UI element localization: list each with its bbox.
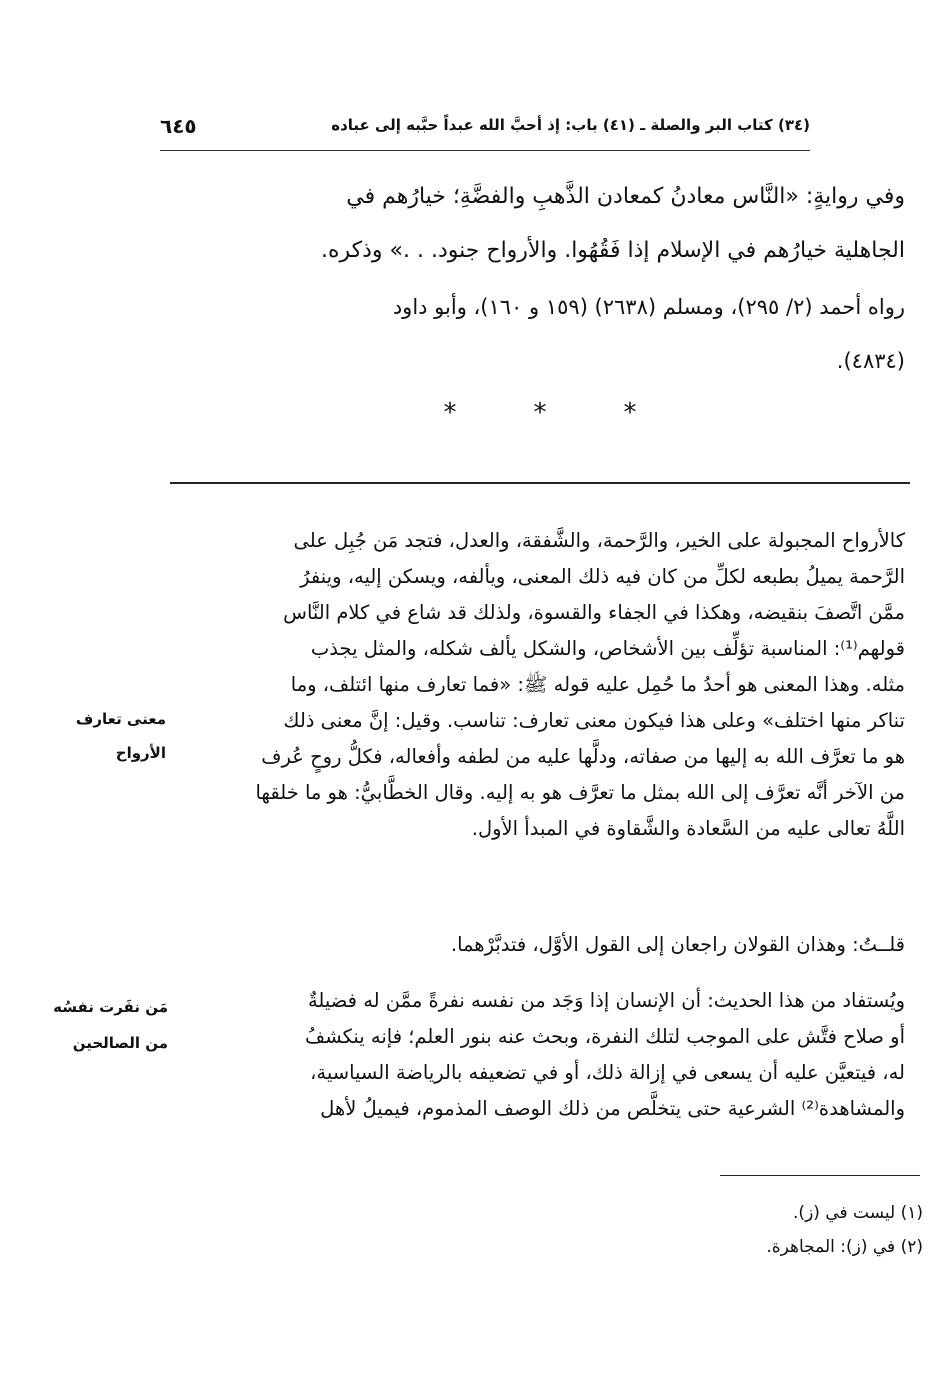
commentary-line: اللَّهُ تعالى عليه من السَّعادة والشَّقاوة في المبدأ الأول. bbox=[471, 817, 905, 840]
section-separator bbox=[430, 398, 650, 434]
commentary-line: هو ما تعرَّف الله به إليها من صفاته، ودلَّها عليه من لطفه وأفعاله، فكلُّ روحٍ عُرف bbox=[261, 745, 905, 768]
footnote-rule bbox=[720, 1175, 920, 1176]
hadith-text bbox=[145, 170, 905, 278]
commentary-line: مثله. وهذا المعنى هو أحدُ ما حُمِل عليه قوله ﷺ: «فما تعارف منها ائتلف، وما bbox=[290, 673, 905, 696]
benefit-line: والمشاهدة⁽²⁾ الشرعية حتى يتخلَّص من ذلك الوصف المذموم، فيميلُ لأهل bbox=[320, 1097, 905, 1120]
commentary-line: من الآخر أنَّه تعرَّف إلى الله بمثل ما تعرَّف هو به إليه. وقال الخطَّابيُّ: هو ما خلقها bbox=[255, 781, 905, 804]
text-divider bbox=[170, 482, 910, 484]
hadith-line: وفي روايةٍ: «النَّاس معادنُ كمعادن الذَّهبِ والفضَّةِ؛ خيارُهم في bbox=[346, 184, 905, 209]
reference-line: (٤٨٣٤). bbox=[836, 349, 905, 373]
commentary-line: كالأرواح المجبولة على الخير، والرَّحمة، والشَّفقة، والعدل، فتجد مَن جُبِل على bbox=[293, 529, 905, 552]
reference-line: رواه أحمد (٢/ ٢٩٥)، ومسلم (٢٦٣٨) (١٥٩ و ١٦٠)، وأبو داود bbox=[392, 295, 905, 319]
page-number: ٦٤٥ bbox=[160, 114, 197, 138]
asterisk: * bbox=[623, 398, 637, 428]
header-rule bbox=[160, 150, 810, 151]
footnote-1: (١) ليست في (ز). bbox=[793, 1203, 923, 1223]
qultu-paragraph bbox=[160, 927, 905, 963]
commentary-line: قولهم⁽¹⁾: المناسبة تؤلِّف بين الأشخاص، والشكل يألف شكله، والمثل يجذب bbox=[310, 637, 905, 660]
margin-note-aversion: مَن نفَرت نفسُه من الصالحين bbox=[53, 998, 168, 1052]
benefit-line: له، فيتعيَّن عليه أن يسعى في إزالة ذلك، أو في تضعيفه بالرياضة السياسية، bbox=[310, 1061, 905, 1084]
commentary-text bbox=[160, 523, 905, 847]
commentary-line: ممَّن اتَّصفَ بنقيضه، وهكذا في الجفاء والقسوة، ولذلك قد شاع في كلام النَّاس bbox=[283, 601, 905, 624]
benefit-line: ويُستفاد من هذا الحديث: أن الإنسان إذا وَجَد من نفسه نفرةً ممَّن له فضيلةٌ bbox=[307, 989, 905, 1012]
commentary-line: الرَّحمة يميلُ بطبعه لكلِّ من كان فيه ذلك المعنى، ويألفه، ويسكن إليه، وينفرُ bbox=[300, 565, 905, 588]
asterisk: * bbox=[443, 398, 457, 428]
hadith-line: الجاهلية خيارُهم في الإسلام إذا فَقُهُوا. والأرواح جنود. . .» وذكره. bbox=[321, 238, 905, 263]
benefit-paragraph bbox=[160, 983, 905, 1127]
margin-note-spirits: معنى تعارف الأرواح bbox=[75, 710, 166, 762]
asterisk: * bbox=[533, 398, 547, 428]
qultu-line: قلــتُ: وهذان القولان راجعان إلى القول الأوَّل، فتدبَّرْهما. bbox=[450, 933, 905, 956]
benefit-line: أو صلاح فتَّش على الموجب لتلك النفرة، وبحث عنه بنور العلم؛ فإنه ينكشفُ bbox=[305, 1025, 905, 1048]
running-header bbox=[160, 112, 810, 148]
footnote-2: (٢) في (ز): المجاهرة. bbox=[766, 1237, 923, 1257]
commentary-line: تناكر منها اختلف» وعلى هذا فيكون معنى تعارف: تناسب. وقيل: إنَّ معنى ذلك bbox=[283, 709, 905, 732]
chapter-title: (٣٤) كتاب البر والصلة ـ (٤١) باب: إذ أحبَّ الله عبداً حبَّبه إلى عباده bbox=[331, 116, 810, 134]
hadith-reference bbox=[145, 280, 905, 388]
footnotes bbox=[423, 1196, 923, 1264]
